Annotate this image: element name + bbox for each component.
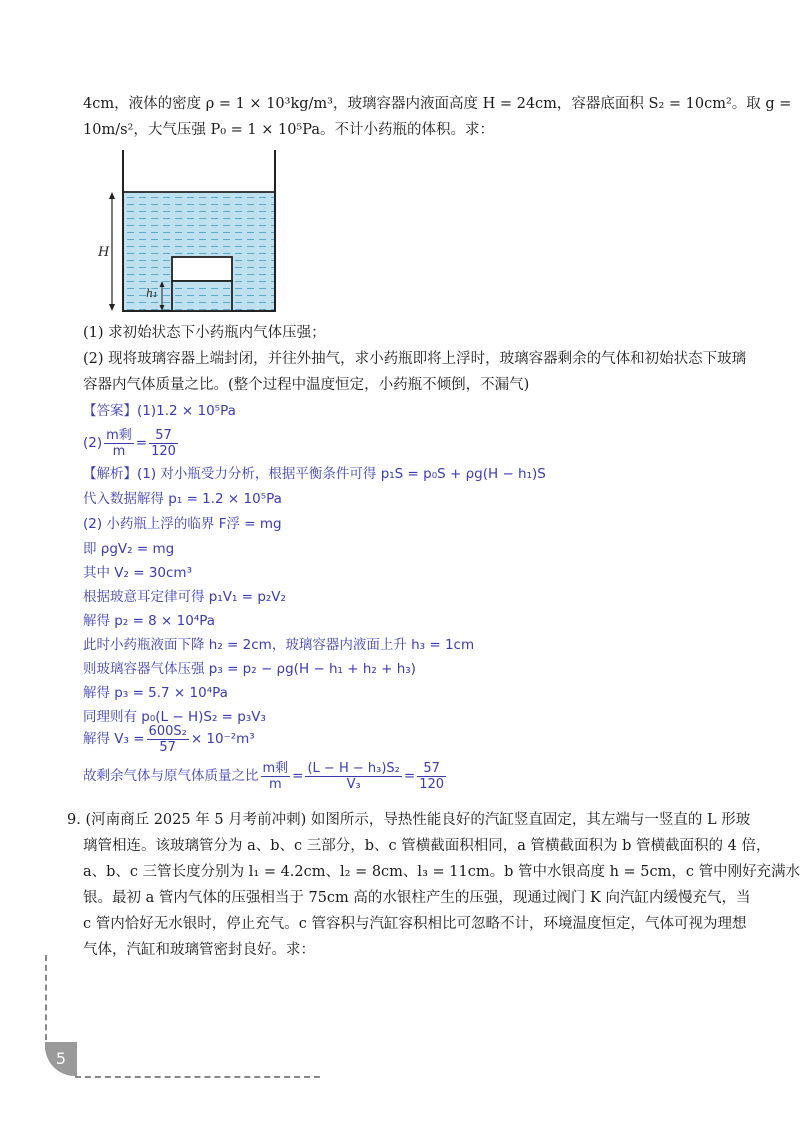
analysis-line-2: 代入数据解得 p₁ = 1.2 × 10⁵Pa: [83, 491, 282, 507]
question-2-line-1: (2) 现将玻璃容器上端封闭，并往外抽气，求小药瓶即将上浮时，玻璃容器剩余的气体和初始状态下玻璃: [83, 351, 747, 367]
answer-2-ratio: $\frac{57}{120}$: [151, 427, 176, 459]
answer-1-line: [83, 401, 236, 421]
h1-label: h₁: [146, 287, 158, 300]
analysis-line-9: 则玻璃容器气体压强 p₃ = p₂ − ρg(H − h₁ + h₂ + h₃): [83, 661, 416, 677]
analysis-line-4: 即 ρgV₂ = mg: [83, 541, 175, 557]
problem-9-line-1: 9. (河南商丘 2025 年 5 月考前冲刺) 如图所示，导热性能良好的汽缸竖直固定，其左端与一竖直的 L 形玻: [67, 812, 751, 828]
answer-2-line: (2) $\frac{\text{m剩}}{m}$ = $\frac{57}{120}$: [83, 427, 176, 459]
question-1: (1) 求初始状态下小药瓶内气体压强；: [83, 325, 326, 341]
analysis-label: 【解析】: [83, 466, 137, 482]
analysis-line-11: 同理则有 p₀(L − H)S₂ = p₃V₃: [83, 709, 266, 725]
analysis-line-13: 故剩余气体与原气体质量之比 $\frac{\text{m剩}}{m}$ = $\frac{\text{(L − H − h₃)S₂}}{\text{V₃}}$ = $\frac{57}{120}$: [83, 760, 445, 792]
question-2-line-2: 容器内气体质量之比。(整个过程中温度恒定，小药瓶不倾倒，不漏气): [83, 377, 530, 393]
footer-dashed-line: [75, 1076, 320, 1078]
problem-9-line-3: a、b、c 三管长度分别为 l₁ = 4.2cm、l₂ = 8cm、l₃ = 11cm。b 管中水银高度 h = 5cm，c 管中刚好充满水: [83, 864, 800, 880]
analysis-line-7: 解得 p₂ = 8 × 10⁴Pa: [83, 613, 216, 629]
answer-2-fraction: $\frac{\text{m剩}}{m}$: [106, 427, 132, 459]
answer-1: (1)1.2 × 10⁵Pa: [137, 403, 236, 419]
margin-dashed-line: [45, 955, 47, 1050]
analysis-line-6: 根据玻意耳定律可得 p₁V₁ = p₂V₂: [83, 589, 286, 605]
vial-air: [172, 257, 232, 281]
page-number: 5: [45, 1042, 77, 1076]
intro-line-1: 4cm，液体的密度 ρ = 1 × 10³kg/m³，玻璃容器内液面高度 H = 24cm，容器底面积 S₂ = 10cm²。取 g =: [83, 96, 792, 112]
analysis-line-10: 解得 p₃ = 5.7 × 10⁴Pa: [83, 685, 228, 701]
analysis-line-5: 其中 V₂ = 30cm³: [83, 565, 192, 581]
analysis-line-1: 【解析】(1) 对小瓶受力分析，根据平衡条件可得 p₁S = p₀S + ρg(H − h₁)S: [83, 466, 546, 482]
problem-9-line-4: 银。最初 a 管内气体的压强相当于 75cm 高的水银柱产生的压强，现通过阀门 K 向汽缸内缓慢充气，当: [83, 890, 751, 906]
analysis-line-12: 解得 V₃ = $\frac{\text{600S₂}}{57}$ × 10⁻²m³: [83, 723, 255, 755]
problem-9-line-5: c 管内恰好无水银时，停止充气。c 管容积与汽缸容积相比可忽略不计，环境温度恒定，气体可视为理想: [83, 916, 747, 932]
intro-line-2: 10m/s²，大气压强 P₀ = 1 × 10⁵Pa。不计小药瓶的体积。求：: [83, 122, 494, 138]
analysis-line-8: 此时小药瓶液面下降 h₂ = 2cm，玻璃容器内液面上升 h₃ = 1cm: [83, 637, 475, 653]
H-label: H: [98, 245, 110, 260]
V3-fraction: $\frac{\text{600S₂}}{57}$: [148, 723, 187, 755]
problem-9-line-6: 气体，汽缸和玻璃管密封良好。求：: [83, 942, 315, 958]
analysis-line-3: (2) 小药瓶上浮的临界 F浮 = mg: [83, 516, 282, 532]
answer-label: 【答案】: [83, 403, 137, 419]
container-figure: [90, 145, 290, 320]
problem-9-line-2: 璃管相连。该玻璃管分为 a、b、c 三部分，b、c 管横截面积相同，a 管横截面积为 b 管横截面积的 4 倍，: [83, 838, 771, 854]
